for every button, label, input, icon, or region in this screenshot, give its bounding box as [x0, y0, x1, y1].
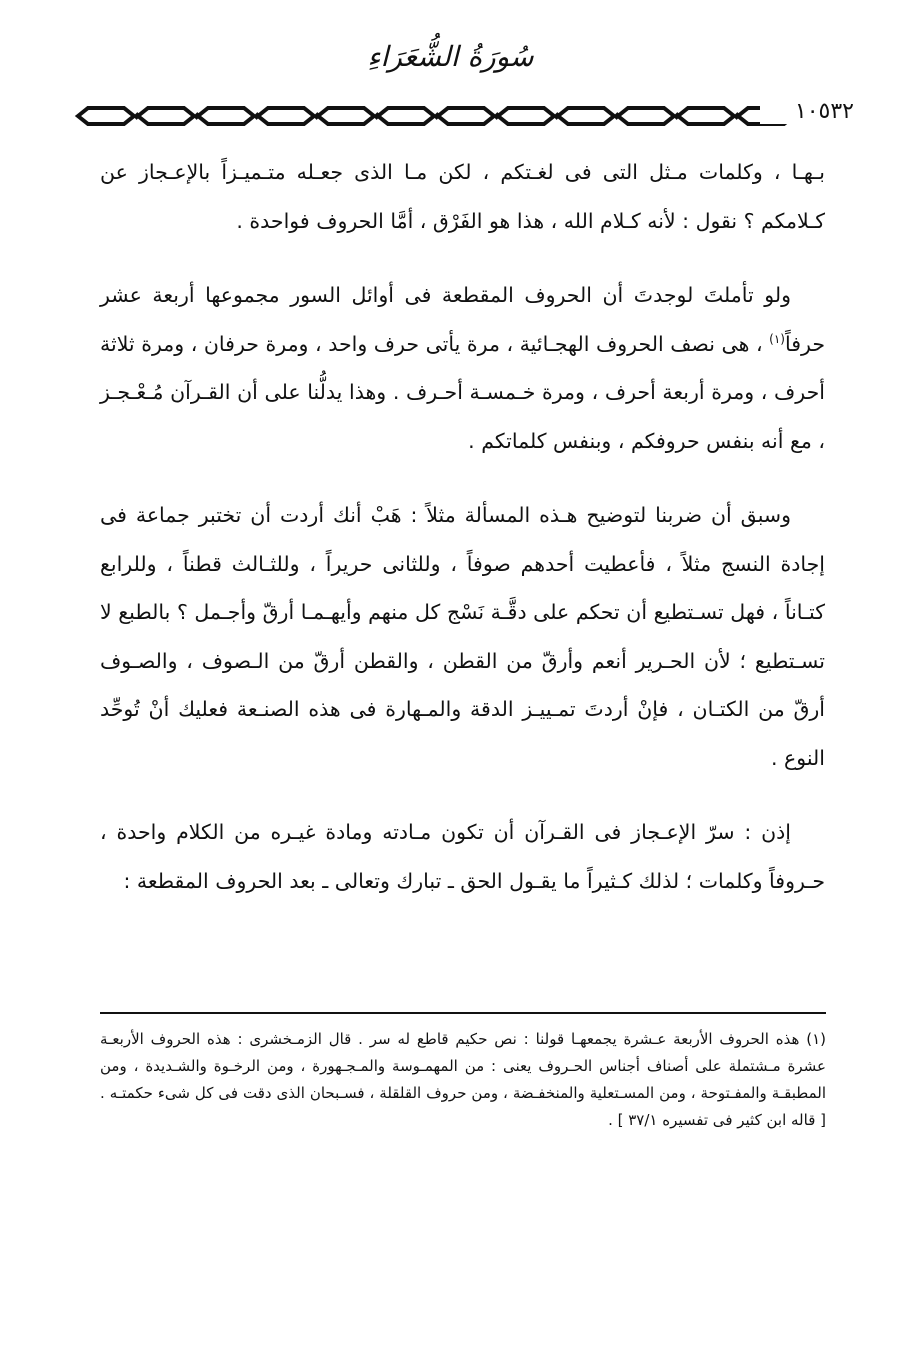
footnote-divider — [100, 1012, 826, 1014]
paragraph-2-part-2: ، هى نصف الحروف الهجـائية ، مرة يأتى حرف واحد ، ومرة حرفان ، ومرة ثلاثة أحرف ، ومرة أربعة أحرف ، ومرة خـمسـة أحـرف . وهذا يدلُّنا على أن القـرآن مُـعْـجـز ، مع أنه بنفس حروفكم ، وبنفس كلماتكم . — [100, 331, 825, 453]
chain-link — [258, 108, 314, 124]
paragraph-4: إذن : سرّ الإعـجاز فى القـرآن أن تكون مـادته ومادة غيـره من الكلام واحدة ، حـروفاً وكلمات ؛ لذلك كـثيراً ما يقـول الحق ـ تبارك وتعالى ـ بعد الحروف المقطعة : — [100, 820, 825, 893]
chain-link — [318, 108, 374, 124]
chain-link — [498, 108, 554, 124]
paragraph-1: بـهـا ، وكلمات مـثل التى فى لغـتكم ، لكن مـا الذى جعـله متـميـزاً بالإعـجاز عن كـلامكم ؟ نقول : لأنه كـلام الله ، هذا هو الفَرْق ، أمَّا الحروف فواحدة . — [100, 160, 825, 233]
chain-link — [138, 108, 194, 124]
chain-link — [558, 108, 614, 124]
chain-link — [678, 108, 734, 124]
paragraph-3: وسبق أن ضربنا لتوضيح هـذه المسألة مثلاً : هَبْ أنك أردت أن تختبر جماعة فى إجادة النسج مثلاً ، فأعطيت أحدهم صوفاً ، وللثانى حريراً ، وللثـالث قطناً ، وللرابع كتـاناً ، فهل تسـتطيع أن تحكم على دقَّـة نَسْج كل منهم وأيهـمـا أرقّ وأجـمل ؟ بالطبع لا تسـتطيع ؛ لأن الحـرير أنعم وأرقّ من القطن ، والقطن أرقّ من الـصوف ، والصـوف أرقّ من الكتـان ، فإنْ أردتَ تمـييـز الدقة والمـهارة فى هذه الصنـعة فعليك أنْ تُوحِّد النوع . — [100, 503, 825, 770]
footnote — [100, 1026, 826, 1134]
paragraph-2-part-1: ولو تأملتَ لوجدتَ أن الحروف المقطعة فى أوائل السور مجموعها أربعة عشر حرفاً — [100, 283, 825, 356]
footnote-text: (١) هذه الحروف الأربعة عـشرة يجمعهـا قولنا : نص حكيم قاطع له سر . قال الزمـخشرى : هذه الحروف الأربعـة عشرة مـشتملة على أصناف أجناس الحـروف يعنى : من المهمـوسة والمـجـهورة ، ومن الرخـوة والشـديدة ، ومن المطبقـة والمفـتوحة ، ومن المسـتعلية والمنخفـضة ، ومن حروف القلقلة ، فسـبحان الذى دقت فى كل شىء حكمتـه . [ قاله ابن كثير فى تفسيره ٣٧/١ ] . — [100, 1030, 826, 1129]
main-text — [100, 148, 825, 931]
paragraph-2 — [100, 271, 825, 465]
ornamental-chain-border — [70, 96, 850, 136]
surah-title: سُورَةُ الشُّعَرَاءِ — [367, 40, 534, 73]
chain-link — [198, 108, 254, 124]
page-number: ١٠٥٣٢ — [760, 99, 858, 124]
chain-link — [618, 108, 674, 124]
footnote-marker[interactable]: (١) — [769, 331, 785, 346]
chain-link — [78, 108, 134, 124]
chain-link — [438, 108, 494, 124]
chain-link — [378, 108, 434, 124]
